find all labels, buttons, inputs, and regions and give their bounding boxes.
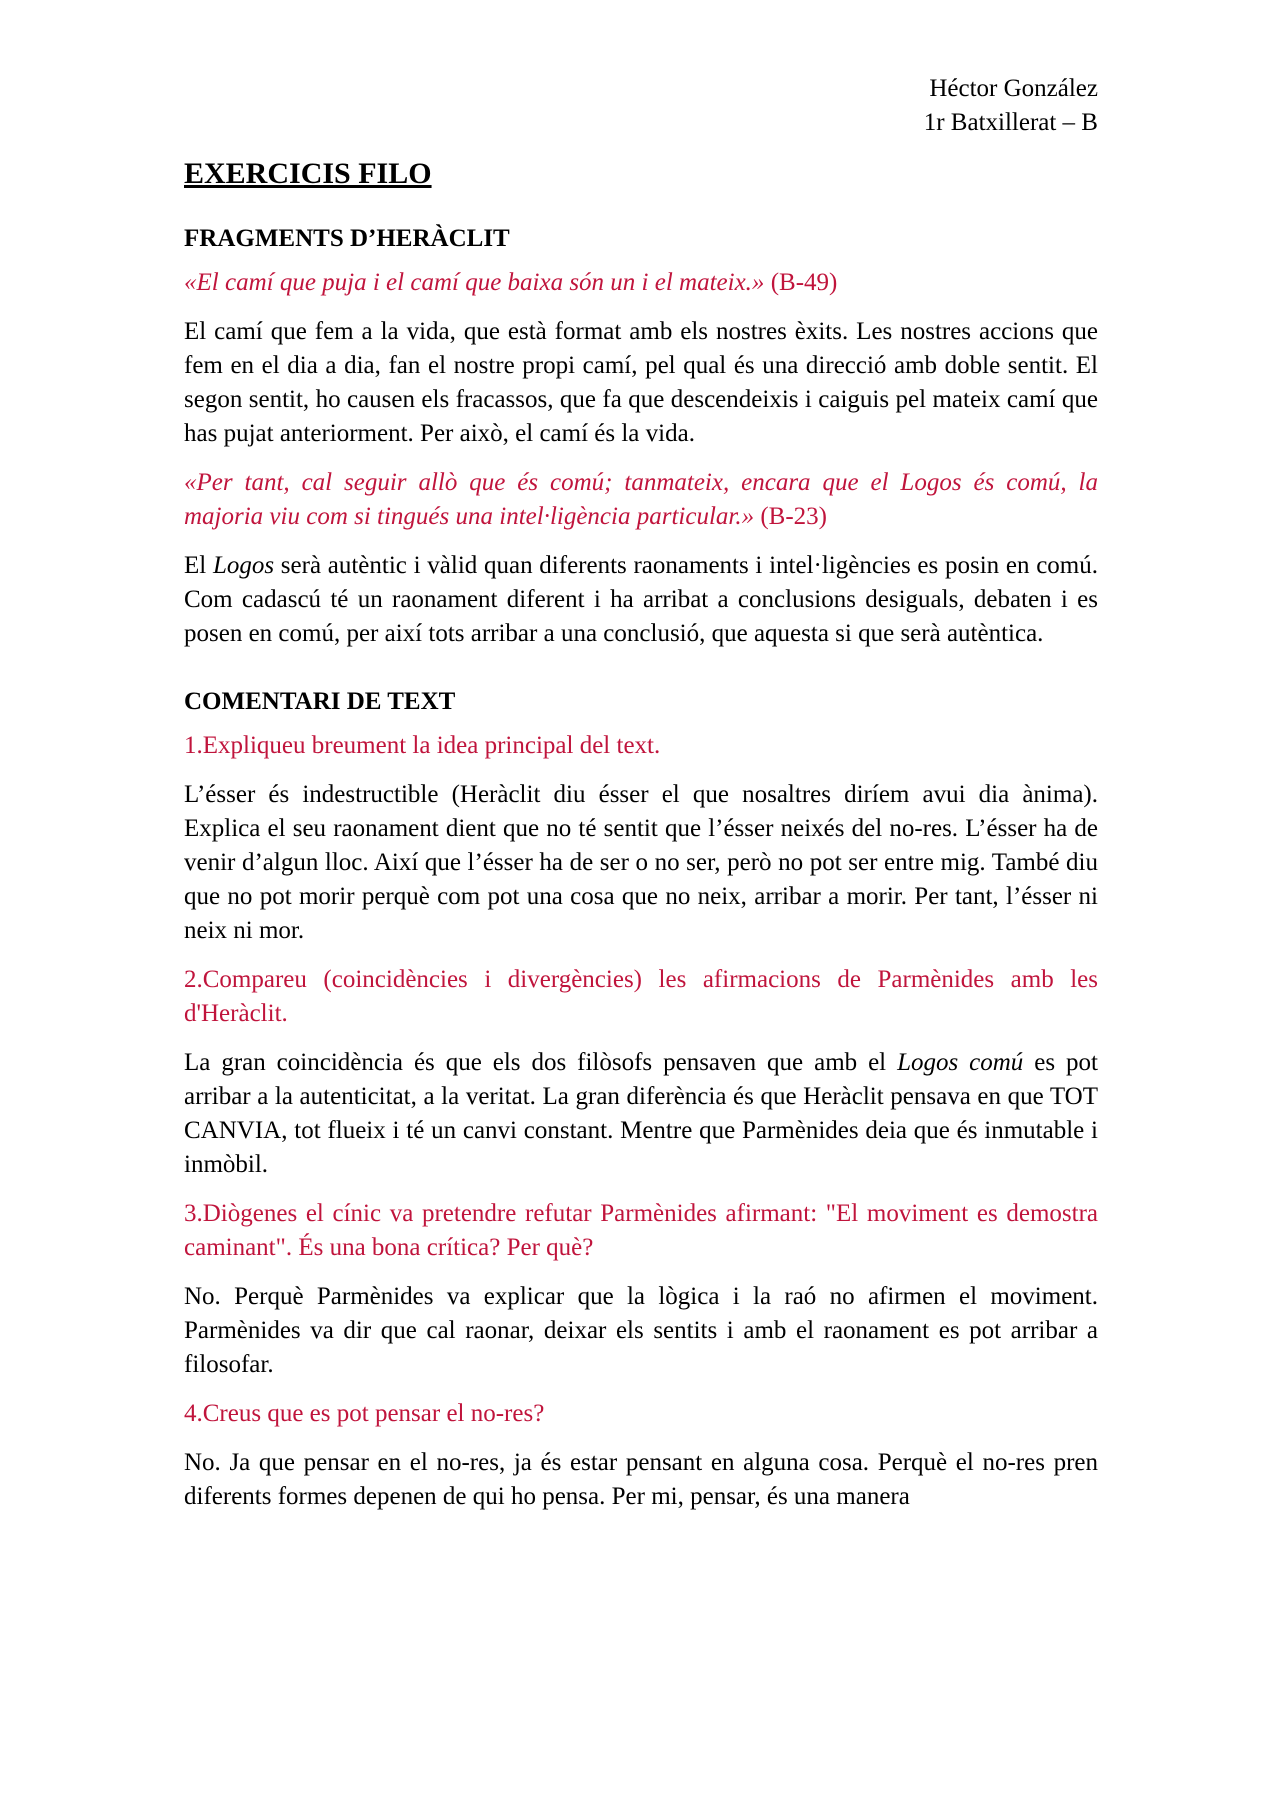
question-3: 3.Diògenes el cínic va pretendre refutar Parmènides afirmant: "El moviment es demostra caminant". És una bona crítica? Per què? <box>184 1200 1098 1261</box>
answer-3: No. Perquè Parmènides va explicar que la lògica i la raó no afirmen el moviment. Parmènides va dir que cal raonar, deixar els sentits i amb el raonament es pot arribar a filosofar. <box>184 1283 1098 1378</box>
quote-b23 <box>184 466 1098 534</box>
answer-4: No. Ja que pensar en el no-res, ja és estar pensant en alguna cosa. Perquè el no-res pren diferents formes depenen de qui ho pensa. Per mi, pensar, és una manera <box>184 1449 1098 1510</box>
logos-term: Logos <box>212 552 275 579</box>
logos-term: Logos comú <box>897 1049 1024 1076</box>
document-page <box>184 72 1098 1529</box>
question-1: 1.Expliqueu breument la idea principal del text. <box>184 732 661 759</box>
quote-reference: (B-23) <box>754 503 827 530</box>
answer-1: L’ésser és indestructible (Heràclit diu ésser el que nosaltres diríem avui dia ànima). Explica el seu raonament dient que no té sentit que l’ésser neixés del no-res. L’ésser ha de venir d’algun lloc. Així que l’ésser ha de ser o no ser, però no pot ser entre mig. També diu que no pot morir perquè com pot una cosa que no neix, arribar a morir. Per tant, l’ésser ni neix ni mor. <box>184 781 1098 944</box>
quote-reference: (B-49) <box>764 269 838 296</box>
text-run: El <box>184 552 213 579</box>
quote-text: «Per tant, cal seguir allò que és comú; tanmateix, encara que el Logos és comú, la majoria viu com si tingués una intel·ligència particular.» <box>184 469 1098 530</box>
section-heading-fragments: FRAGMENTS D’HERÀCLIT <box>184 225 510 252</box>
quote-text: «El camí que puja i el camí que baixa són un i el mateix.» <box>184 269 765 296</box>
answer-paragraph <box>184 549 1098 651</box>
question-4: 4.Creus que es pot pensar el no-res? <box>184 1400 545 1427</box>
document-title: EXERCICIS FILO <box>184 157 432 190</box>
text-run: La gran coincidència és que els dos filòsofs pensaven que amb el <box>184 1049 898 1076</box>
course-name: 1r Batxillerat – B <box>923 109 1098 136</box>
text-run: serà autèntic i vàlid quan diferents raonaments i intel·ligències es posin en comú. Com cadascú té un raonament diferent i ha arribat a conclusions desiguals, debaten i es posen en comú, per així tots arribar a una conclusió, que aquesta si que serà autèntica. <box>184 552 1098 647</box>
quote-b49 <box>184 266 1098 300</box>
header-info <box>184 72 1098 140</box>
section-heading-commentary: COMENTARI DE TEXT <box>184 688 456 715</box>
text-run: es pot arribar a la autenticitat, a la veritat. La gran diferència és que Heràclit pensava en que TOT CANVIA, tot flueix i té un canvi constant. Mentre que Parmènides deia que és inmutable i inmòbil. <box>184 1049 1098 1178</box>
question-2: 2.Compareu (coincidències i divergències) les afirmacions de Parmènides amb les d'Heràclit. <box>184 966 1098 1027</box>
answer-2 <box>184 1046 1098 1182</box>
answer-paragraph: El camí que fem a la vida, que està format amb els nostres èxits. Les nostres accions que fem en el dia a dia, fan el nostre propi camí, pel qual és una direcció amb doble sentit. El segon sentit, ho causen els fracassos, que fa que descendeixis i caiguis pel mateix camí que has pujat anteriorment. Per això, el camí és la vida. <box>184 318 1098 447</box>
author-name: Héctor González <box>929 75 1098 102</box>
